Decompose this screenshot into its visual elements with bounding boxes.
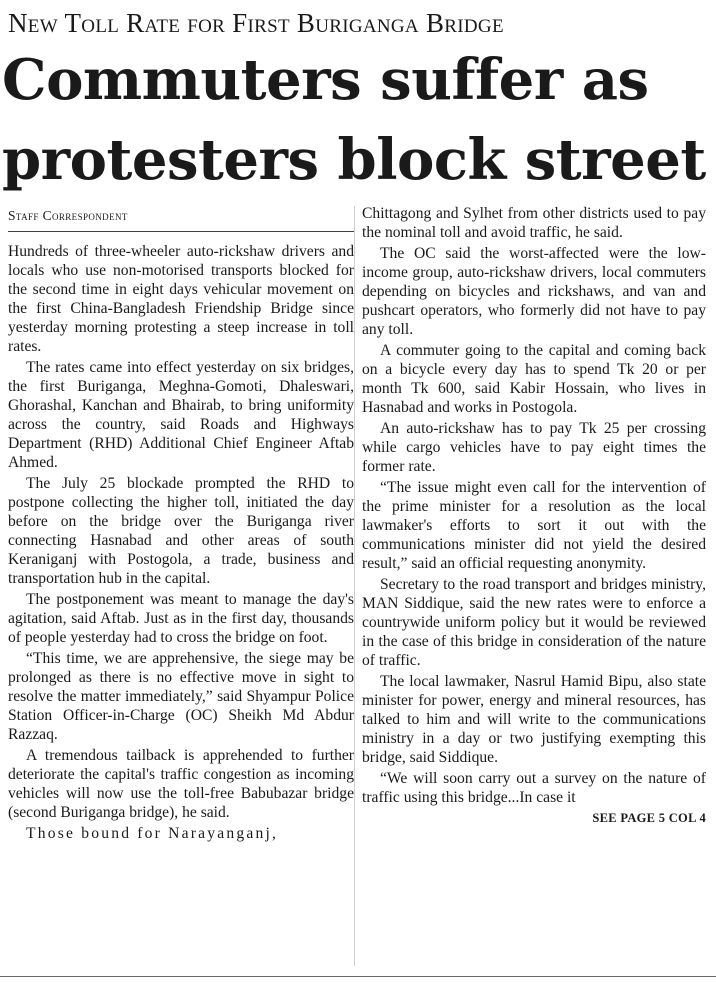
bottom-rule	[0, 976, 716, 977]
paragraph: The postponement was meant to manage the day's agitation, said Aftab. Just as in the first day, thousands of people yesterday had to cross the bridge on foot.	[8, 591, 354, 646]
continuation-note: SEE PAGE 5 COL 4	[592, 811, 706, 825]
paragraph: The OC said the worst-affected were the low-income group, auto-rickshaw drivers, local commuters depending on bicycles and rickshaws, and van and pushcart operators, who formerly did not have to pay any toll.	[362, 245, 706, 338]
paragraph: Chittagong and Sylhet from other districts used to pay the nominal toll and avoid traffic, he said.	[362, 205, 706, 241]
paragraph: An auto-rickshaw has to pay Tk 25 per crossing while cargo vehicles have to pay eight times the former rate.	[362, 420, 706, 475]
right-column	[362, 204, 706, 828]
byline: Staff Correspondent	[8, 204, 354, 232]
left-column	[8, 204, 354, 845]
paragraph: A commuter going to the capital and coming back on a bicycle every day has to spend Tk 20 or per month Tk 600, said Kabir Hossain, who lives in Hasnabad and works in Postogola.	[362, 342, 706, 416]
paragraph: “We will soon carry out a survey on the nature of traffic using this bridge...In case it	[362, 770, 706, 806]
paragraph: Secretary to the road transport and bridges ministry, MAN Siddique, said the new rates were to enforce a countrywide uniform policy but it would be reviewed in the case of this bridge in consideration of the nature of traffic.	[362, 576, 706, 669]
headline-line-1: Commuters suffer as	[2, 47, 649, 113]
paragraph: The local lawmaker, Nasrul Hamid Bipu, also state minister for power, energy and mineral resources, has talked to him and will write to the communications ministry in a day or two justifying exempting this bridge, said Siddique.	[362, 673, 706, 766]
kicker: New Toll Rate for First Buriganga Bridge	[8, 8, 504, 38]
paragraph: Hundreds of three-wheeler auto-rickshaw drivers and locals who use non-motorised transports blocked for the second time in eight days vehicular movement on the first China-Bangladesh Friendship Bridge since yesterday morning protesting a steep increase in toll rates.	[8, 243, 354, 355]
headline-line-2: protesters block street	[2, 127, 706, 193]
paragraph: The July 25 blockade prompted the RHD to postpone collecting the higher toll, initiated the day before on the bridge over the Buriganga river connecting Hasnabad and other areas of south Keraniganj with Postogola, a trade, business and transportation hub in the capital.	[8, 475, 354, 587]
paragraph: The rates came into effect yesterday on six bridges, the first Buriganga, Meghna-Gomoti, Dhaleswari, Ghorashal, Kanchan and Bhairab, to bring uniformity across the country, said Roads and Highways Department (RHD) Additional Chief Engineer Aftab Ahmed.	[8, 359, 354, 471]
paragraph: A tremendous tailback is apprehended to further deteriorate the capital's traffic congestion as incoming vehicles will now use the toll-free Babubazar bridge (second Buriganga bridge), he said.	[8, 747, 354, 821]
paragraph: Those bound for Narayanganj,	[26, 825, 279, 842]
paragraph: “This time, we are apprehensive, the siege may be prolonged as there is no effective move in sight to resolve the matter immediately,” said Shyampur Police Station Officer-in-Charge (OC) Sheikh Md Abdur Razzaq.	[8, 650, 354, 743]
column-divider	[354, 206, 355, 966]
paragraph: “The issue might even call for the intervention of the prime minister for a resolution as the local lawmaker's efforts to sort it out with the communications minister did not yield the desired result,” said an official requesting anonymity.	[362, 479, 706, 572]
headline	[2, 40, 714, 200]
